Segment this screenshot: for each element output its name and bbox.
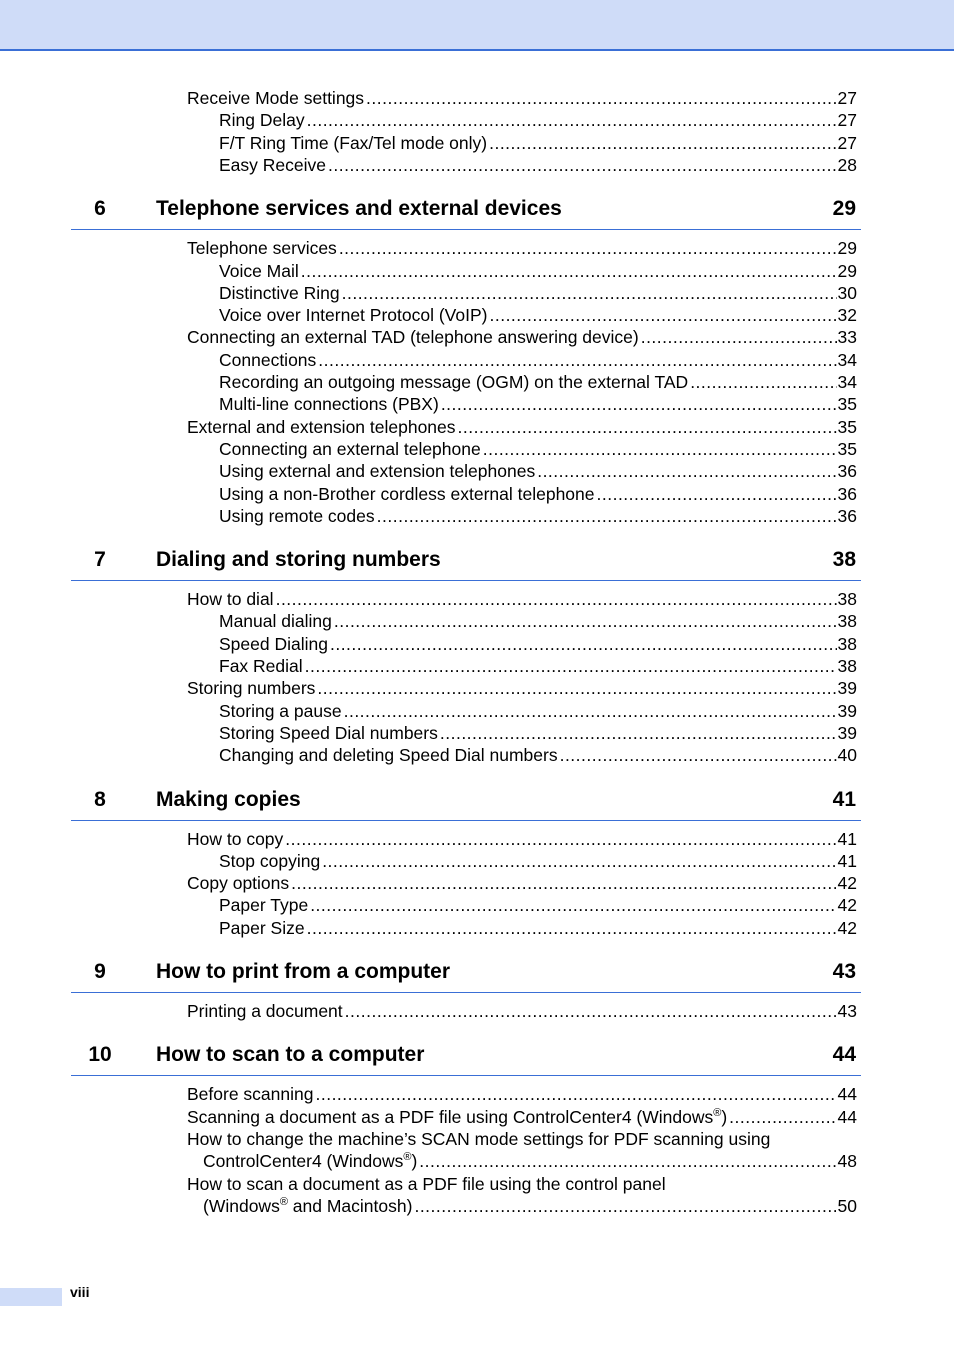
toc-entry-text: Recording an outgoing message (OGM) on the external TAD <box>219 372 689 392</box>
toc-entry-text[interactable]: How to scan a document as a PDF file using the control panel <box>187 1173 666 1194</box>
chapter-number: 8 <box>94 787 106 811</box>
toc-subentry[interactable] <box>219 917 857 939</box>
dot-leader <box>328 154 837 176</box>
toc-entry[interactable] <box>187 1083 857 1105</box>
chapter-title: Making copies <box>156 787 301 811</box>
dot-leader <box>305 655 837 677</box>
chapter-page: 43 <box>832 960 856 983</box>
toc-entry-page: 34 <box>837 372 857 392</box>
toc-entry-page: 29 <box>837 238 857 259</box>
toc-subentry[interactable] <box>219 132 857 154</box>
dot-leader <box>315 1083 836 1105</box>
header-band <box>0 0 954 51</box>
dot-leader <box>322 850 836 872</box>
toc-entry-page: 44 <box>837 1084 857 1105</box>
toc-subentry[interactable] <box>219 154 857 176</box>
toc-entry-text: Scanning a document as a PDF file using ControlCenter4 (Windows®) <box>187 1106 728 1127</box>
dot-leader <box>345 1000 837 1022</box>
dot-leader <box>489 132 836 154</box>
toc-entry-page: 35 <box>837 394 857 415</box>
toc-entry-text: Manual dialing <box>219 611 332 632</box>
dot-leader <box>276 588 837 610</box>
toc-entry-page: 28 <box>837 154 857 175</box>
toc-entry[interactable] <box>187 828 857 850</box>
toc-entry-page: 33 <box>837 327 857 348</box>
toc-entry-text: Connections <box>219 349 317 370</box>
toc-subentry[interactable] <box>219 850 857 872</box>
chapter-number: 7 <box>94 548 106 572</box>
chapter-number: 10 <box>88 1043 112 1067</box>
toc-entry[interactable] <box>203 1195 857 1217</box>
toc-entry-text: How to copy <box>187 828 284 849</box>
dot-leader <box>597 483 837 505</box>
toc-entry-page: 38 <box>837 656 857 676</box>
toc-entry-page: 27 <box>837 132 857 153</box>
chapter-title: How to scan to a computer <box>156 1043 425 1067</box>
chapter-title: Telephone services and external devices <box>156 197 562 221</box>
toc-entry-text: Storing numbers <box>187 678 316 699</box>
footer-tab <box>0 1288 62 1306</box>
toc-entry-text: Stop copying <box>219 850 321 871</box>
toc-entry-text: Distinctive Ring <box>219 282 340 303</box>
chapter-page: 44 <box>832 1043 856 1067</box>
toc-entry-text: Telephone services <box>187 238 337 259</box>
toc-entry-text: Voice Mail <box>219 260 299 281</box>
toc-entry-page: 38 <box>837 589 857 610</box>
toc-entry-page: 42 <box>837 917 857 938</box>
toc-entry-page: 39 <box>837 722 857 743</box>
toc-entry[interactable] <box>187 1000 857 1022</box>
toc-entry-text: F/T Ring Time (Fax/Tel mode only) <box>219 132 488 153</box>
toc-entry-page: 35 <box>837 438 857 459</box>
toc-entry-page: 35 <box>837 416 857 437</box>
dot-leader <box>690 371 836 393</box>
toc-entry-page: 39 <box>837 678 857 699</box>
chapter-page: 29 <box>832 197 856 221</box>
toc-entry-page: 41 <box>837 850 857 871</box>
toc-entry-text: Before scanning <box>187 1084 314 1105</box>
toc-entry-page: 36 <box>837 461 857 482</box>
toc-entry-page: 43 <box>837 1001 857 1021</box>
toc-entry-continuation: ControlCenter4 (Windows®) <box>203 1151 418 1172</box>
toc-entry-text: Using remote codes <box>219 505 375 526</box>
toc-subentry[interactable] <box>219 260 857 282</box>
toc-entry-page: 39 <box>837 700 857 721</box>
toc-entry-page: 42 <box>837 895 857 916</box>
toc-entry-text: Copy options <box>187 873 290 894</box>
dot-leader <box>419 1150 836 1172</box>
toc-entry-text: Connecting an external telephone <box>219 438 481 459</box>
dot-leader <box>377 505 837 527</box>
dot-leader <box>342 282 837 304</box>
toc-entry-text: Easy Receive <box>219 154 326 175</box>
toc-entry[interactable] <box>187 1106 857 1128</box>
toc-subentry[interactable] <box>219 744 857 766</box>
toc-entry-page: 44 <box>837 1106 857 1127</box>
chapter-heading <box>71 544 861 581</box>
toc-subentry[interactable] <box>219 633 857 655</box>
toc-entry-text: Paper Type <box>219 895 309 916</box>
toc-entry-text: Multi-line connections (PBX) <box>219 394 439 415</box>
chapter-heading <box>71 784 861 821</box>
chapter-heading <box>71 956 861 993</box>
toc-subentry[interactable] <box>219 304 857 326</box>
toc-subentry[interactable] <box>219 655 857 677</box>
toc-entry[interactable] <box>187 326 857 348</box>
toc-entry-page: 48 <box>837 1151 857 1172</box>
toc-entry-page: 27 <box>837 110 857 131</box>
chapter-page: 38 <box>832 548 856 572</box>
dot-leader <box>330 633 837 655</box>
toc-entry-page: 30 <box>837 282 857 303</box>
toc-entry-text: Using a non-Brother cordless external telephone <box>219 483 595 504</box>
toc-subentry[interactable] <box>219 894 857 916</box>
toc-entry-page: 41 <box>837 828 857 849</box>
dot-leader <box>318 349 836 371</box>
toc-entry-text: How to dial <box>187 589 274 610</box>
toc-entry-page: 29 <box>837 260 857 281</box>
dot-leader <box>414 1195 836 1217</box>
toc-entry-page: 27 <box>837 88 857 108</box>
toc-subentry[interactable] <box>219 610 857 632</box>
toc-entry-page: 38 <box>837 611 857 632</box>
toc-entry-page: 34 <box>837 349 857 370</box>
dot-leader <box>307 109 837 131</box>
toc-entry-text: Storing a pause <box>219 700 342 721</box>
chapter-title: Dialing and storing numbers <box>156 548 441 572</box>
dot-leader <box>483 438 837 460</box>
toc-entry-text: Printing a document <box>187 1001 343 1021</box>
toc-subentry[interactable] <box>219 700 857 722</box>
dot-leader <box>440 722 837 744</box>
chapter-heading <box>71 193 861 230</box>
toc-entry-text: Speed Dialing <box>219 633 328 654</box>
toc-subentry[interactable] <box>219 438 857 460</box>
toc-entry[interactable] <box>203 1150 857 1172</box>
dot-leader <box>560 744 837 766</box>
dot-leader <box>301 260 837 282</box>
toc-subentry[interactable] <box>219 349 857 371</box>
dot-leader <box>441 393 837 415</box>
toc-entry-page: 50 <box>837 1195 857 1216</box>
toc-subentry[interactable] <box>219 393 857 415</box>
dot-leader <box>339 237 837 259</box>
dot-leader <box>307 917 837 939</box>
toc-entry-text: Using external and extension telephones <box>219 461 536 482</box>
toc-entry[interactable] <box>187 872 857 894</box>
toc-entry[interactable] <box>187 416 857 438</box>
toc-entry-text: Ring Delay <box>219 110 305 131</box>
dot-leader <box>310 894 836 916</box>
toc-entry-page: 32 <box>837 305 857 326</box>
toc-subentry[interactable] <box>219 460 857 482</box>
chapter-number: 6 <box>94 197 106 221</box>
dot-leader <box>317 677 836 699</box>
toc-entry[interactable] <box>187 588 857 610</box>
toc-entry[interactable] <box>187 237 857 259</box>
dot-leader <box>489 304 836 326</box>
dot-leader <box>729 1106 836 1128</box>
toc-subentry[interactable] <box>219 722 857 744</box>
chapter-title: How to print from a computer <box>156 960 450 983</box>
dot-leader <box>458 416 837 438</box>
toc-entry-continuation: (Windows® and Macintosh) <box>203 1195 413 1216</box>
toc-entry-text: External and extension telephones <box>187 416 456 437</box>
dot-leader <box>366 87 836 109</box>
toc-entry-text: Voice over Internet Protocol (VoIP) <box>219 305 488 326</box>
toc-entry-text: Connecting an external TAD (telephone answering device) <box>187 327 639 348</box>
dot-leader <box>344 700 837 722</box>
toc-entry-text: Changing and deleting Speed Dial numbers <box>219 745 558 766</box>
dot-leader <box>334 610 837 632</box>
toc-subentry[interactable] <box>219 371 857 393</box>
toc-entry[interactable] <box>187 677 857 699</box>
toc-entry-text: Receive Mode settings <box>187 88 365 108</box>
chapter-number: 9 <box>94 960 106 983</box>
toc-entry-text: Fax Redial <box>219 656 303 676</box>
toc-entry-text[interactable]: How to change the machine’s SCAN mode settings for PDF scanning using <box>187 1128 771 1149</box>
dot-leader <box>641 326 837 348</box>
page-number: viii <box>70 1284 90 1300</box>
toc-entry-page: 42 <box>837 873 857 894</box>
toc-entry-page: 38 <box>837 633 857 654</box>
toc-entry-page: 36 <box>837 483 857 504</box>
toc-subentry[interactable] <box>219 109 857 131</box>
chapter-heading <box>71 1039 861 1076</box>
toc-subentry[interactable] <box>219 505 857 527</box>
toc-subentry[interactable] <box>219 483 857 505</box>
toc-entry-page: 40 <box>837 745 857 766</box>
dot-leader <box>537 460 836 482</box>
chapter-page: 41 <box>832 787 856 811</box>
toc-entry-text: Paper Size <box>219 917 305 938</box>
toc-entry-page: 36 <box>837 505 857 526</box>
toc-subentry[interactable] <box>219 282 857 304</box>
dot-leader <box>285 828 836 850</box>
toc-entry-text: Storing Speed Dial numbers <box>219 722 438 743</box>
dot-leader <box>291 872 836 894</box>
toc-entry[interactable] <box>187 87 857 109</box>
